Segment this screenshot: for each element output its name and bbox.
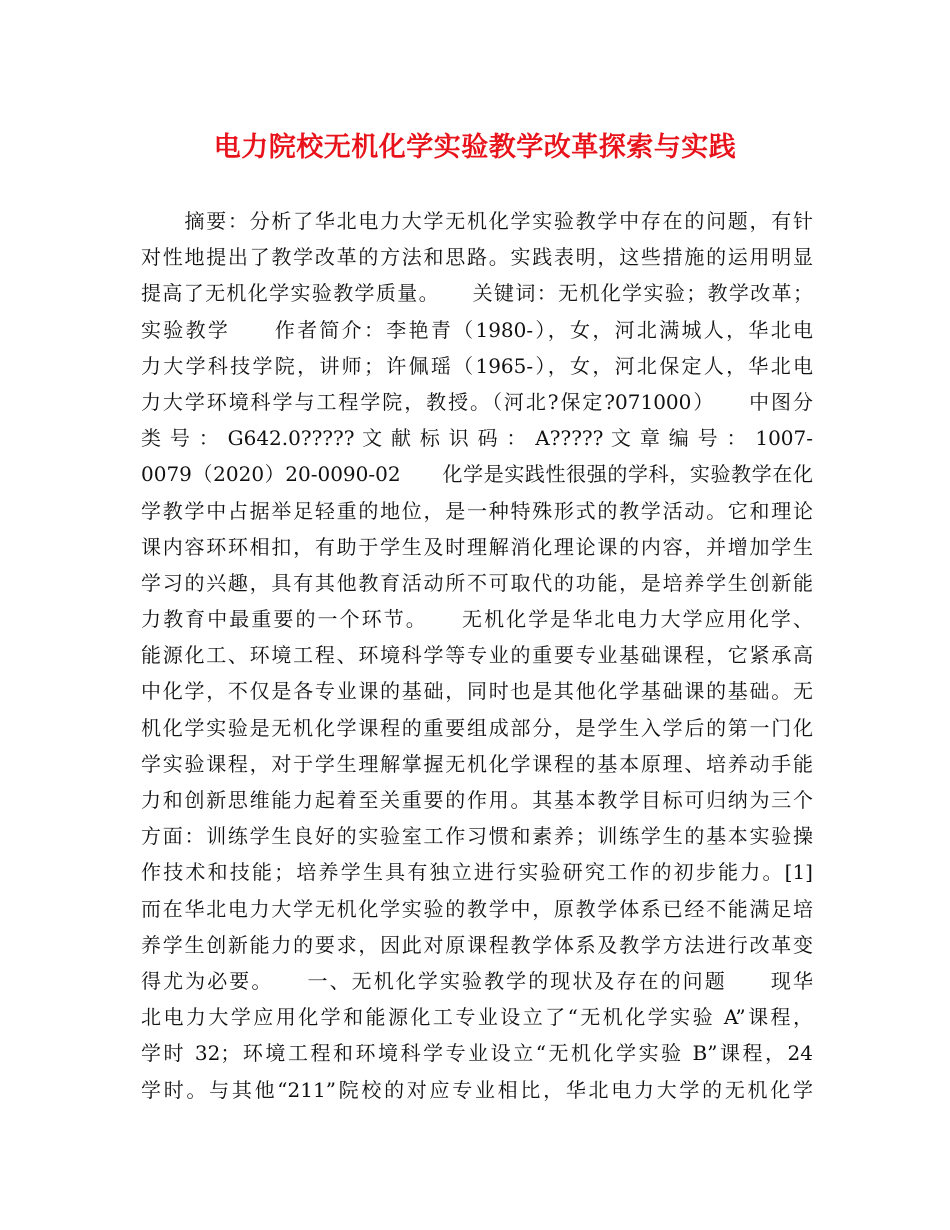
body-line: 机化学实验是无机化学课程的重要组成部分，是学生入学后的第一门化 bbox=[141, 715, 813, 740]
body-line: 力大学科技学院，讲师；许佩瑶（1965-），女，河北保定人，华北电 bbox=[141, 353, 813, 378]
body-line: 摘要：分析了华北电力大学无机化学实验教学中存在的问题，有针 bbox=[141, 209, 813, 233]
body-line: 作技术和技能；培养学生具有独立进行实验研究工作的初步能力。[1] bbox=[141, 860, 813, 885]
body-line: 提高了无机化学实验教学质量。 关键词：无机化学实验；教学改革； bbox=[141, 281, 813, 306]
body-line: 对性地提出了教学改革的方法和思路。实践表明，这些措施的运用明显 bbox=[141, 245, 813, 270]
body-line: 力大学环境科学与工程学院，教授。（河北?保定?071000） 中图分 bbox=[141, 389, 813, 414]
body-line: 类 号 ： G642.0????? 文 献 标 识 码 ： A????? 文 章 编 号 ： 1007- bbox=[141, 426, 813, 451]
body-line: 力和创新思维能力起着至关重要的作用。其基本教学目标可归纳为三个 bbox=[141, 788, 813, 812]
document-title: 电力院校无机化学实验教学改革探索与实践 bbox=[213, 132, 737, 163]
body-line: 得尤为必要。 一、无机化学实验教学的现状及存在的问题 现华 bbox=[141, 968, 813, 993]
body-line: 力教育中最重要的一个环节。 无机化学是华北电力大学应用化学、 bbox=[141, 607, 813, 632]
body-line: 课内容环环相扣，有助于学生及时理解消化理论课的内容，并增加学生 bbox=[141, 534, 813, 559]
body-line: 实验教学 作者简介：李艳青（1980-），女，河北满城人，华北电 bbox=[141, 317, 813, 342]
body-line: 学时 32；环境工程和环境科学专业设立“无机化学实验 B”课程，24 bbox=[141, 1041, 813, 1066]
body-line: 而在华北电力大学无机化学实验的教学中，原教学体系已经不能满足培 bbox=[141, 896, 813, 921]
body-line: 养学生创新能力的要求，因此对原课程教学体系及教学方法进行改革变 bbox=[141, 932, 813, 957]
body-line: 学实验课程，对于学生理解掌握无机化学课程的基本原理、培养动手能 bbox=[141, 751, 813, 776]
body-line: 方面：训练学生良好的实验室工作习惯和素养；训练学生的基本实验操 bbox=[141, 824, 813, 849]
document-body bbox=[141, 203, 813, 1108]
body-line: 学习的兴趣，具有其他教育活动所不可取代的功能，是培养学生创新能 bbox=[141, 570, 813, 595]
body-line: 学教学中占据举足轻重的地位，是一种特殊形式的教学活动。它和理论 bbox=[141, 498, 813, 523]
body-line: 中化学，不仅是各专业课的基础，同时也是其他化学基础课的基础。无 bbox=[141, 679, 813, 704]
body-line: 北电力大学应用化学和能源化工专业设立了“无机化学实验 A”课程， bbox=[141, 1005, 813, 1030]
body-line: 0079（2020）20-0090-02 化学是实践性很强的学科，实验教学在化 bbox=[141, 462, 813, 487]
body-line: 学时。与其他“211”院校的对应专业相比，华北电力大学的无机化学 bbox=[141, 1077, 813, 1102]
body-line: 能源化工、环境工程、环境科学等专业的重要专业基础课程，它紧承高 bbox=[141, 643, 813, 668]
